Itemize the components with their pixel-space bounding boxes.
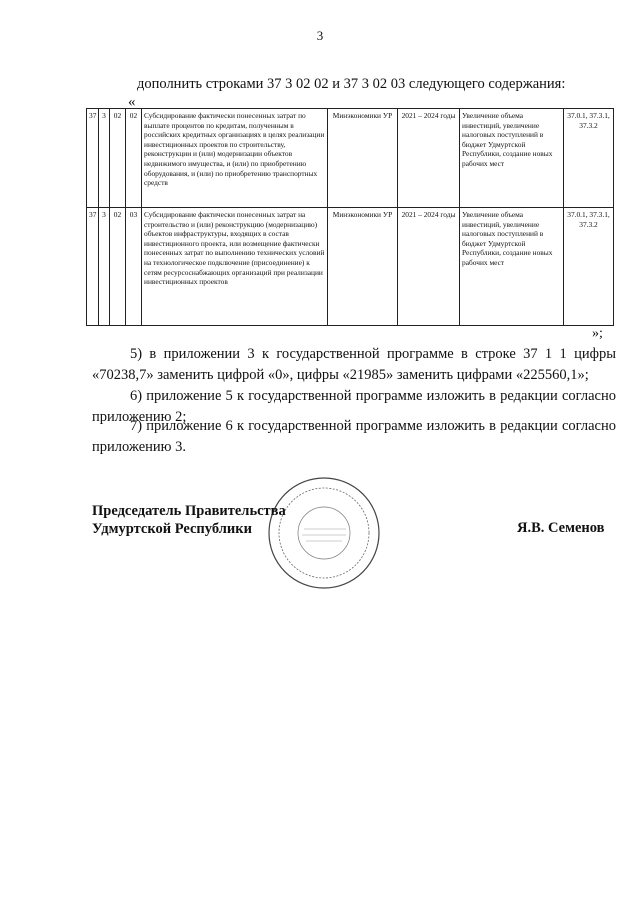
table-row: [87, 208, 614, 326]
description-cell: Субсидирование фактически понесенных затрат по выплате процентов по кредитам, полученным в российских кредитных организациях в целях реализации инвестиционных проектов по строительству, реконструкции и (или) модернизации объектов недвижимого имущества, и (или) по приобретению оборудования, и (или) по приобретению транспортных средств: [142, 109, 328, 208]
code-cell: 03: [126, 208, 142, 326]
period-cell: 2021 – 2024 годы: [398, 109, 460, 208]
refs-cell: 37.0.1, 37.3.1, 37.3.2: [564, 208, 614, 326]
page-number: 3: [316, 28, 324, 43]
code-cell: 37: [87, 109, 99, 208]
code-cell: 02: [126, 109, 142, 208]
paragraph-5: 5) в приложении 3 к государственной программе в строке 37 1 1 цифры «70238,7» заменить цифрой «0», цифры «21985» заменить цифрами «225560,1»;: [92, 346, 616, 383]
executor-cell: Минэкономики УР: [328, 208, 398, 326]
close-quote: »;: [592, 326, 603, 341]
intro-text: дополнить строками 37 3 02 02 и 37 3 02 03 следующего содержания:: [137, 76, 566, 92]
paragraph-6: 6) приложение 5 к государственной программе изложить в редакции согласно приложению 2;: [92, 388, 616, 425]
table-row: [87, 109, 614, 208]
code-cell: 3: [99, 109, 110, 208]
description-cell: Субсидирование фактически понесенных затрат на строительство и (или) реконструкцию (модернизацию) объектов инфраструктуры, входящих в состав инвестиционного проекта, или возмещение фактически понесенных затрат по выполнению технических условий на технологическое подключение (присоединение) к сетям ресурсоснабжающих организаций при реализации инвестиционных проектов: [142, 208, 328, 326]
signatory-title: [92, 502, 286, 538]
code-cell: 3: [99, 208, 110, 326]
signatory-name: Я.В. Семенов: [517, 520, 605, 536]
paragraph-7: 7) приложение 6 к государственной программе изложить в редакции согласно приложению 3.: [92, 418, 616, 455]
result-cell: Увеличение объема инвестиций, увеличение налоговых поступлений в бюджет Удмуртской Республики, создание новых рабочих мест: [460, 109, 564, 208]
program-rows-table: [86, 108, 614, 326]
code-cell: 02: [110, 208, 126, 326]
executor-cell: Минэкономики УР: [328, 109, 398, 208]
refs-cell: 37.0.1, 37.3.1, 37.3.2: [564, 109, 614, 208]
result-cell: Увеличение объема инвестиций, увеличение налоговых поступлений в бюджет Удмуртской Республики, создание новых рабочих мест: [460, 208, 564, 326]
code-cell: 37: [87, 208, 99, 326]
period-cell: 2021 – 2024 годы: [398, 208, 460, 326]
signatory-title-line1: Председатель Правительства: [92, 503, 286, 519]
signatory-title-line2: Удмуртской Республики: [92, 521, 252, 537]
open-quote: «: [128, 94, 136, 110]
code-cell: 02: [110, 109, 126, 208]
